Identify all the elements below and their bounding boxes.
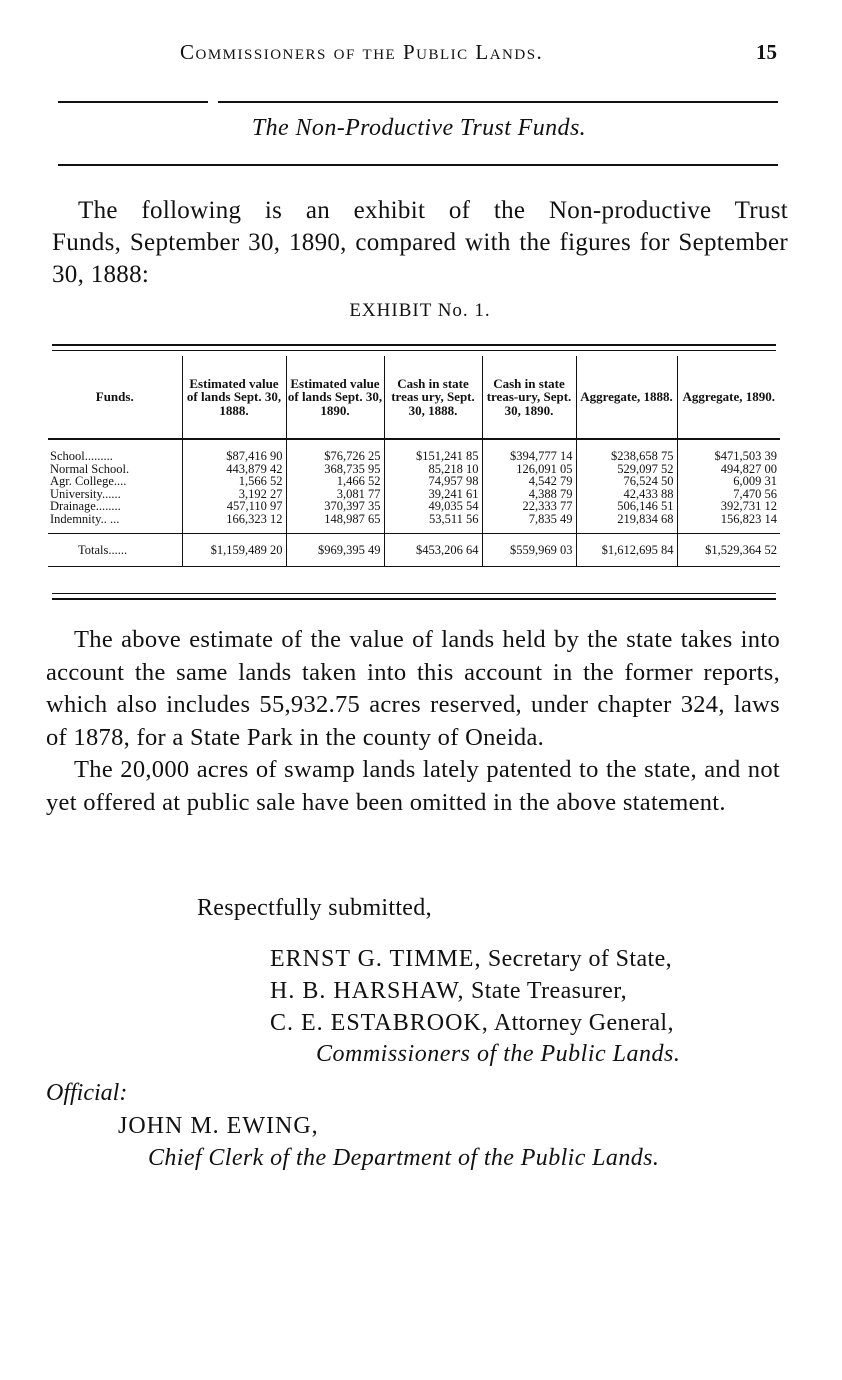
intro-first-line: The following is an exhibit of the Non-productive Trust bbox=[78, 197, 788, 224]
totals-cell: $453,206 64 bbox=[384, 534, 482, 567]
clerk-title: Chief Clerk of the Department of the Public Lands. bbox=[148, 1145, 660, 1171]
table-top-rule-1 bbox=[52, 344, 776, 346]
table-cell: 1,566 52 bbox=[182, 475, 286, 488]
table-cell: 7,470 56 bbox=[677, 488, 780, 501]
running-head bbox=[0, 40, 842, 70]
intro-rest: Funds, September 30, 1890, compared with the figures for September 30, 1888: bbox=[52, 229, 788, 288]
column-header: Cash in state treas ury, Sept. 30, 1888. bbox=[384, 356, 482, 439]
table-cell: 22,333 77 bbox=[482, 500, 576, 513]
table-cell: $394,777 14 bbox=[482, 439, 576, 463]
table-cell: 148,987 65 bbox=[286, 513, 384, 534]
table-cell: 74,957 98 bbox=[384, 475, 482, 488]
table-cell: 76,524 50 bbox=[576, 475, 677, 488]
signatory bbox=[270, 978, 627, 1005]
intro-paragraph bbox=[52, 195, 788, 291]
signatory-title: Attorney General, bbox=[493, 1010, 674, 1036]
column-header: Aggregate, 1888. bbox=[576, 356, 677, 439]
table-cell: 42,433 88 bbox=[576, 488, 677, 501]
title-top-rule-left bbox=[58, 101, 208, 103]
table-bottom-rule-2 bbox=[52, 598, 776, 600]
table-cell: 506,146 51 bbox=[576, 500, 677, 513]
signatory-name: H. B. HARSHAW, bbox=[270, 978, 465, 1004]
table-top-rule-2 bbox=[52, 350, 776, 351]
table-cell: 49,035 54 bbox=[384, 500, 482, 513]
table-cell: 443,879 42 bbox=[182, 463, 286, 476]
fund-name: University...... bbox=[50, 486, 121, 501]
trust-funds-table bbox=[48, 356, 780, 567]
fund-name: School......... bbox=[50, 449, 113, 463]
table-row bbox=[48, 439, 780, 463]
fund-name: Normal School. bbox=[50, 461, 130, 476]
fund-name: Agr. College.... bbox=[50, 474, 127, 488]
table-cell: 156,823 14 bbox=[677, 513, 780, 534]
paragraph-swamp-lands: The 20,000 acres of swamp lands lately patented to the state, and not yet offered at public sale have been omitted in the above statement. bbox=[46, 756, 780, 816]
title-bottom-rule bbox=[58, 164, 778, 166]
table-cell: 39,241 61 bbox=[384, 488, 482, 501]
table-cell: 457,110 97 bbox=[182, 500, 286, 513]
column-header: Cash in state treas-ury, Sept. 30, 1890. bbox=[482, 356, 576, 439]
table-row bbox=[48, 513, 780, 534]
signatory bbox=[270, 946, 672, 973]
table-header-row bbox=[48, 356, 780, 439]
totals-cell: $1,529,364 52 bbox=[677, 534, 780, 567]
table-cell: 392,731 12 bbox=[677, 500, 780, 513]
table-cell: 529,097 52 bbox=[576, 463, 677, 476]
signatory-title: State Treasurer, bbox=[470, 978, 628, 1004]
page-number: 15 bbox=[756, 40, 777, 64]
totals-cell: $1,159,489 20 bbox=[182, 534, 286, 567]
totals-cell: $969,395 49 bbox=[286, 534, 384, 567]
totals-cell: $559,969 03 bbox=[482, 534, 576, 567]
totals-label: Totals...... bbox=[48, 534, 182, 567]
table-cell: 494,827 00 bbox=[677, 463, 780, 476]
column-header: Estimated value of lands Sept. 30, 1890. bbox=[286, 356, 384, 439]
table-cell: 4,388 79 bbox=[482, 488, 576, 501]
signatory bbox=[270, 1010, 674, 1037]
table-row bbox=[48, 500, 780, 513]
table-row bbox=[48, 475, 780, 488]
fund-name: Indemnity.. ... bbox=[50, 511, 120, 526]
respectfully-submitted: Respectfully submitted, bbox=[197, 895, 432, 921]
table-cell: $238,658 75 bbox=[576, 439, 677, 463]
signatory-title: Secretary of State, bbox=[487, 946, 673, 972]
body-text bbox=[46, 624, 780, 819]
table-cell: 219,834 68 bbox=[576, 513, 677, 534]
table-cell: 85,218 10 bbox=[384, 463, 482, 476]
table-cell: 53,511 56 bbox=[384, 513, 482, 534]
table-cell: 368,735 95 bbox=[286, 463, 384, 476]
paragraph-land-estimate: The above estimate of the value of lands held by the state takes into account the same lands taken into this account in the former reports, which also includes 55,932.75 acres reserved, under chapter 324, laws of 1878, for a State Park in the county of Oneida. bbox=[46, 626, 780, 751]
signatory-name: ERNST G. TIMME, bbox=[270, 946, 482, 972]
table-cell: $87,416 90 bbox=[182, 439, 286, 463]
totals-cell: $1,612,695 84 bbox=[576, 534, 677, 567]
column-header: Aggregate, 1890. bbox=[677, 356, 780, 439]
column-header: Funds. bbox=[48, 356, 182, 439]
section-title: The Non-Productive Trust Funds. bbox=[251, 115, 587, 141]
table-cell: 4,542 79 bbox=[482, 475, 576, 488]
table-cell: 1,466 52 bbox=[286, 475, 384, 488]
fund-name: Drainage........ bbox=[50, 499, 121, 513]
table-cell: 3,192 27 bbox=[182, 488, 286, 501]
exhibit-label: EXHIBIT No. 1. bbox=[349, 300, 491, 321]
signatory-name: C. E. ESTABROOK, bbox=[270, 1010, 489, 1036]
title-top-rule-right bbox=[218, 101, 778, 103]
table-cell: 166,323 12 bbox=[182, 513, 286, 534]
table-cell: 6,009 31 bbox=[677, 475, 780, 488]
table-bottom-rule-1 bbox=[52, 593, 776, 594]
column-header: Estimated value of lands Sept. 30, 1888. bbox=[182, 356, 286, 439]
table-cell: $76,726 25 bbox=[286, 439, 384, 463]
clerk-name: JOHN M. EWING, bbox=[118, 1113, 319, 1139]
table-cell: 3,081 77 bbox=[286, 488, 384, 501]
table-cell: 126,091 05 bbox=[482, 463, 576, 476]
table-cell: 7,835 49 bbox=[482, 513, 576, 534]
totals-row bbox=[48, 534, 780, 567]
table-cell: $151,241 85 bbox=[384, 439, 482, 463]
official-label: Official: bbox=[46, 1080, 128, 1106]
running-title: Commissioners of the Public Lands. bbox=[180, 40, 544, 64]
table-cell: $471,503 39 bbox=[677, 439, 780, 463]
commissioners-line: Commissioners of the Public Lands. bbox=[316, 1041, 681, 1067]
table-cell: 370,397 35 bbox=[286, 500, 384, 513]
